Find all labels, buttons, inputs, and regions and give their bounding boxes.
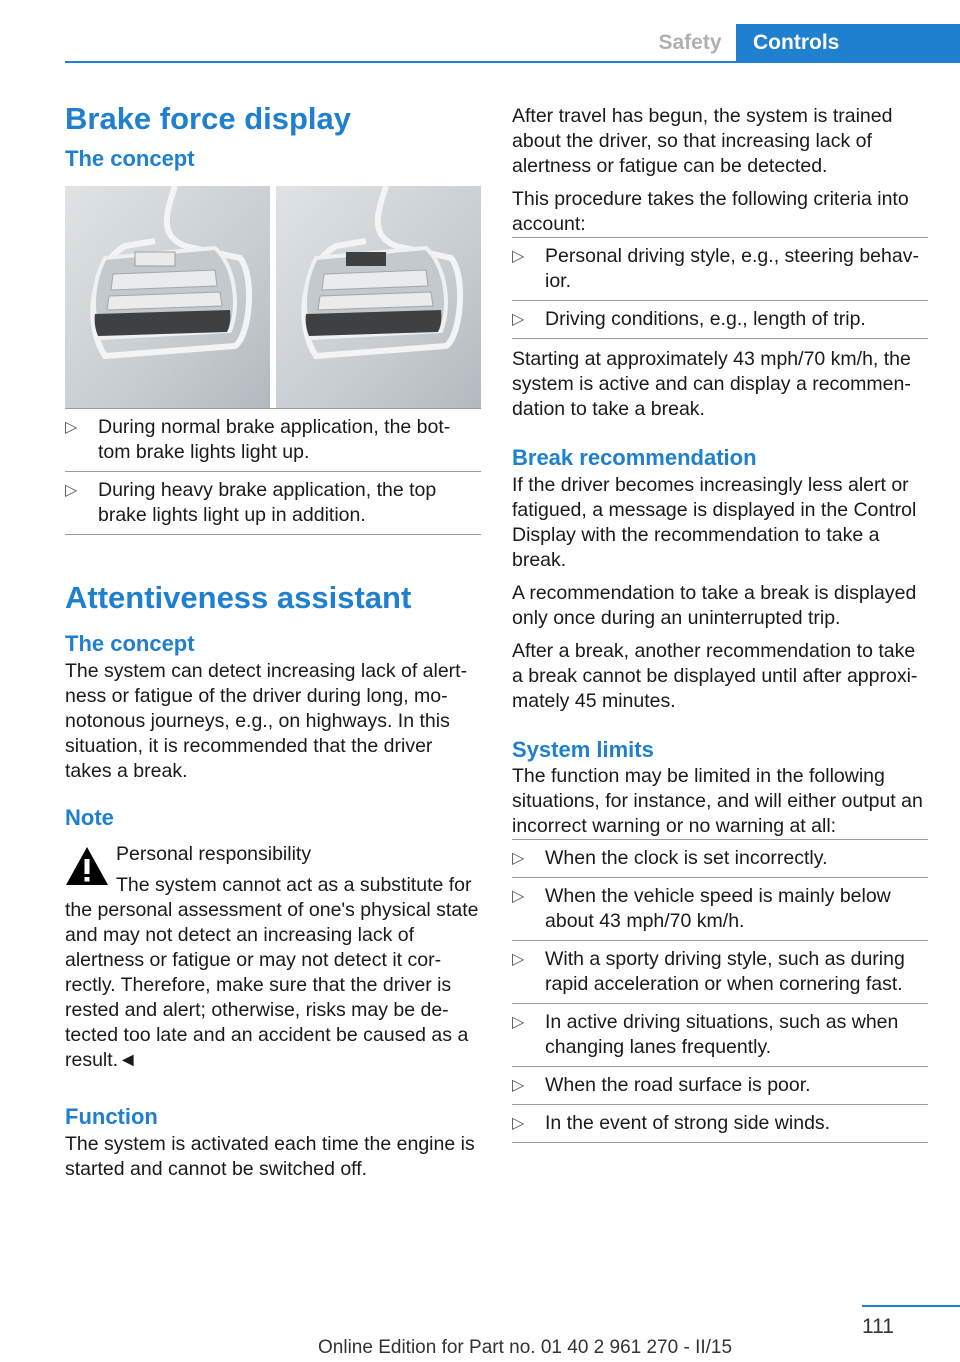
brake-light-list [65,408,481,535]
triangle-bullet-icon: ▷ [65,481,78,499]
list-item: ▷ Driving conditions, e.g., length of trip. [512,301,928,339]
limits-list [512,839,928,1143]
edition-footer: Online Edition for Part no. 01 40 2 961 270 - II/15 [318,1337,733,1358]
list-item: ▷ When the vehicle speed is mainly below about 43 mph/70 km/h. [512,878,928,941]
list-item: ▷ During normal brake application, the bot‐tom brake lights light up. [65,409,481,472]
break-text-2: A recommendation to take a break is displayed only once during an uninterrupted trip. [512,581,917,629]
limits-intro: The function may be limited in the following situations, for instance, and will either output an incorrect warning or no warning at all: [512,765,923,838]
list-item: ▷ When the clock is set incorrectly. [512,840,928,878]
heading-system-limits: System limits [512,736,654,762]
triangle-bullet-icon: ▷ [512,1014,525,1032]
left-column [65,100,481,1182]
section-title-brake-force: Brake force display [65,101,352,136]
triangle-bullet-icon: ▷ [65,418,78,436]
list-item: ▷ In the event of strong side winds. [512,1105,928,1143]
header-rule [65,61,960,63]
criteria-intro: This procedure takes the following criteria into account: [512,188,909,235]
activation-speed-text: Starting at approximately 43 mph/70 km/h, the system is active and can display a recommen‐dation to take a break. [512,348,911,420]
tab-controls[interactable]: Controls [736,24,960,62]
page-number: 111 [862,1315,894,1338]
tail-light-normal-brake [65,186,270,408]
tail-light-illustration [65,186,481,408]
triangle-bullet-icon: ▷ [512,888,525,906]
list-item: ▷ In active driving situations, such as when changing lanes frequently. [512,1004,928,1067]
heading-attn-concept: The concept [65,630,195,656]
heading-function: Function [65,1104,158,1130]
tail-light-heavy-brake [276,186,481,408]
break-text-1: If the driver becomes increasingly less alert or fatigued, a message is displayed in the Control Display with the recommendation to take a break. [512,473,917,571]
heading-break-recommendation: Break recommendation [512,445,757,470]
list-item: ▷ When the road surface is poor. [512,1067,928,1105]
criteria-list [512,237,928,339]
list-item: ▷ With a sporty driving style, such as during rapid acceleration or when cornering fast. [512,941,928,1004]
note-text: The system cannot act as a substitute for the personal assessment of one's physical state and may not detect an increasing lack of alertness or fatigue or may not detect it cor‐rectly. Therefore, make sure that the driver is rested and alert; otherwise, risks may be de‐tected too late and an accident be caused as a result.◄ [65,874,479,1072]
function-text: The system is activated each time the engine is started and cannot be switched off. [65,1132,475,1180]
triangle-bullet-icon: ▷ [512,951,525,969]
warning-triangle-icon [65,846,109,886]
break-text-3: After a break, another recommendation to take a break cannot be displayed until after approxi‐mately 45 minutes. [512,639,918,712]
triangle-bullet-icon: ▷ [512,1077,525,1095]
footer-rule [862,1305,960,1307]
triangle-bullet-icon: ▷ [512,850,525,868]
section-title-attentiveness: Attentiveness assistant [65,579,412,615]
attn-concept-text: The system can detect increasing lack of alert‐ness or fatigue of the driver during long, mo‐notonous journeys, e.g., on highways. In this situation, it is recommended that the driver takes a break. [65,659,468,782]
triangle-bullet-icon: ▷ [512,1115,525,1133]
training-text: After travel has begun, the system is trained about the driver, so that increasing lack of alertness or fatigue can be detected. [512,105,893,177]
list-item: ▷ During heavy brake application, the top brake lights light up in addition. [65,472,481,535]
list-item: ▷ Personal driving style, e.g., steering behav‐ior. [512,238,928,301]
heading-note: Note [65,804,114,830]
page-header [0,0,960,62]
warning-note [65,842,481,1073]
tab-safety[interactable]: Safety [658,31,722,54]
triangle-bullet-icon: ▷ [512,248,525,265]
note-title: Personal responsibility [116,843,312,866]
right-column [512,100,928,1143]
triangle-bullet-icon: ▷ [512,311,525,328]
heading-concept: The concept [65,146,195,172]
